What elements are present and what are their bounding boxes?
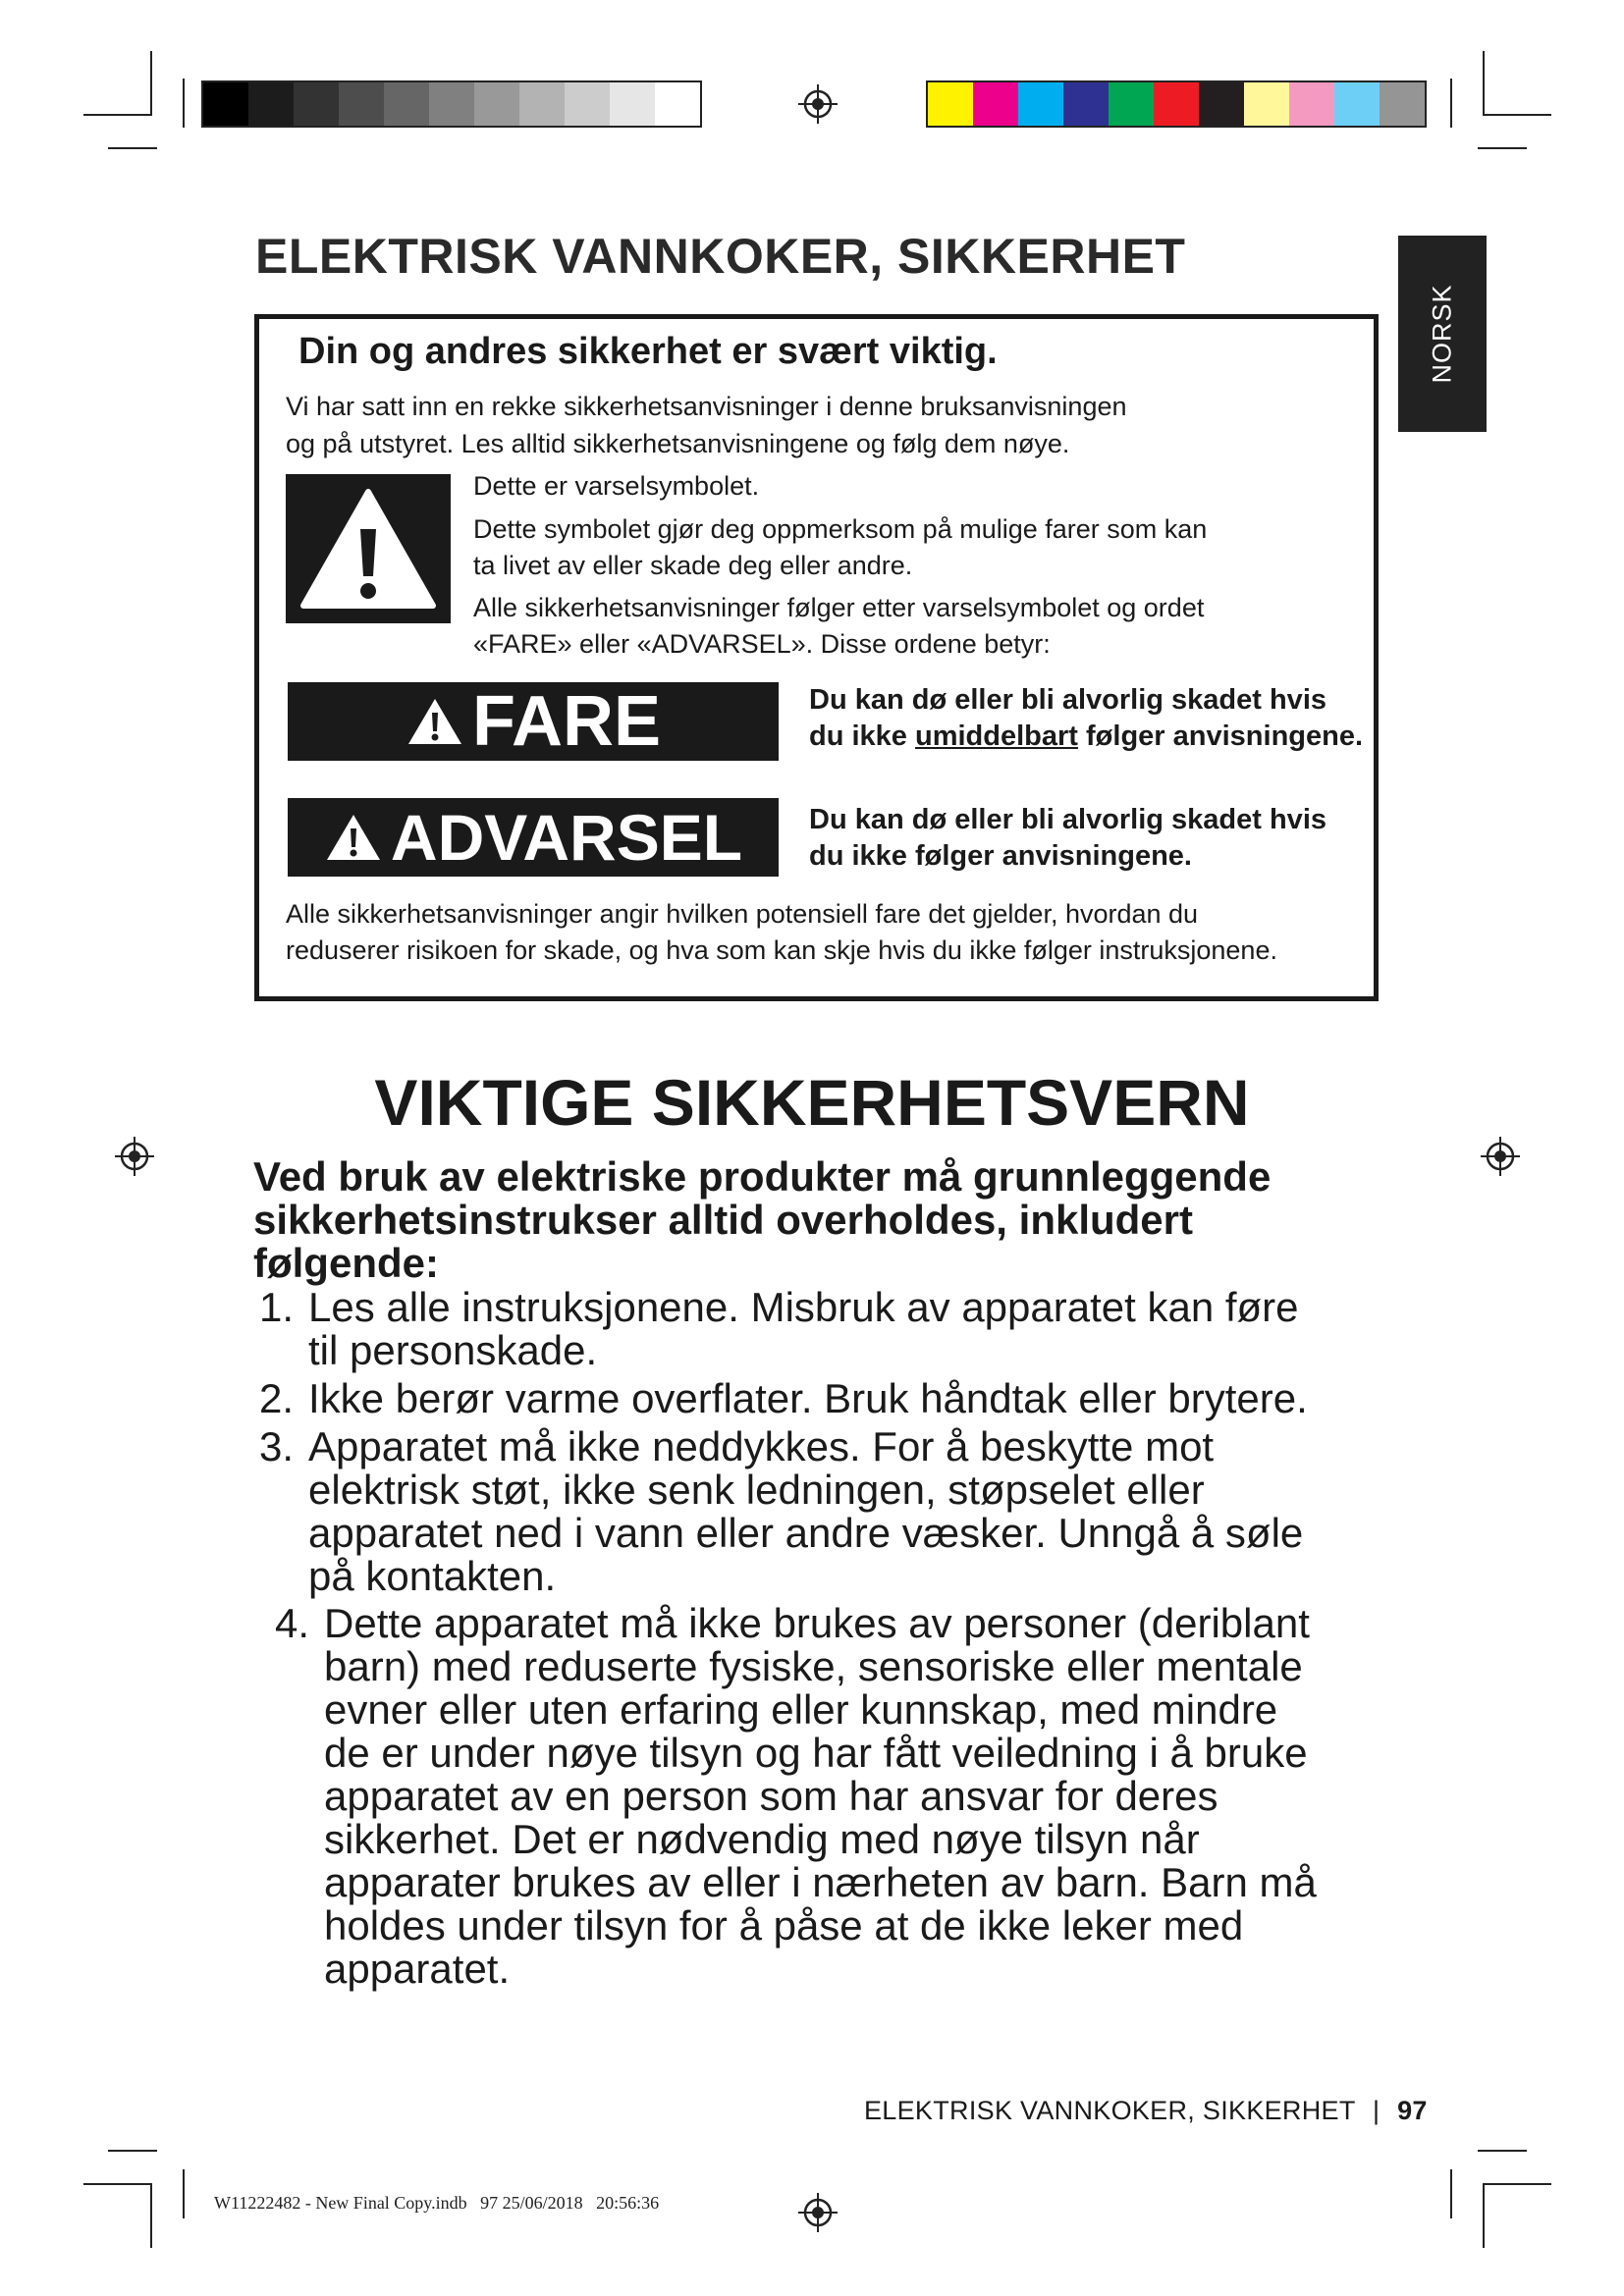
symbol-description <box>473 511 1337 584</box>
language-tab-label: NORSK <box>1427 284 1457 384</box>
print-slug: W11222482 - New Final Copy.indb 97 25/06/2018 20:56:36 <box>214 2193 660 2213</box>
list-item-number: 3. <box>259 1423 295 1469</box>
fare-description <box>809 682 1379 755</box>
advarsel-label: ADVARSEL <box>390 801 743 874</box>
list-item-line: Dette apparatet må ikke brukes av personer (deriblant <box>324 1600 1310 1646</box>
color-swatch <box>1154 82 1199 126</box>
running-footer-title: ELEKTRISK VANNKOKER, SIKKERHET <box>864 2096 1356 2125</box>
color-swatch <box>1289 82 1334 126</box>
safety-intro-line: og på utstyret. Les alltid sikkerhetsanvisningene og følg dem nøye. <box>286 429 1070 458</box>
color-swatch <box>1199 82 1244 126</box>
color-swatch <box>610 82 655 126</box>
crop-mark <box>83 114 152 116</box>
color-swatch <box>1018 82 1063 126</box>
crop-mark <box>1450 2169 1452 2218</box>
symbol-description: Dette er varselsymbolet. <box>473 471 760 501</box>
safeguards-intro-line: følgende: <box>253 1240 439 1286</box>
crop-mark <box>1483 2183 1485 2248</box>
registration-mark-icon <box>798 84 838 124</box>
symbol-description-line: Dette symbolet gjør deg oppmerksom på mulige farer som kan <box>473 514 1208 544</box>
safeguards-intro-line: Ved bruk av elektriske produkter må grunnleggende <box>253 1153 1272 1200</box>
safety-intro-line: Vi har satt inn en rekke sikkerhetsanvisninger i denne bruksanvisningen <box>286 392 1127 421</box>
crop-mark <box>83 2183 152 2185</box>
color-swatch <box>973 82 1018 126</box>
symbol-description <box>473 590 1337 663</box>
page-number: 97 <box>1397 2096 1428 2125</box>
color-swatch <box>519 82 565 126</box>
safety-footer-text <box>286 896 1366 969</box>
crop-mark <box>1450 79 1452 128</box>
list-item-line: Apparatet må ikke neddykkes. For å beskytte mot <box>308 1423 1215 1469</box>
list-item-line: apparatet ned i vann eller andre væsker. Unngå å søle <box>308 1510 1304 1556</box>
list-item <box>275 1602 1317 1991</box>
crop-mark <box>1478 147 1527 149</box>
color-swatch <box>928 82 973 126</box>
safety-footer-line: Alle sikkerhetsanvisninger angir hvilken potensiell fare det gjelder, hvordan du <box>286 899 1199 929</box>
advarsel-banner <box>288 798 779 877</box>
grayscale-bar <box>201 80 702 128</box>
color-swatch <box>384 82 429 126</box>
crop-mark <box>108 147 157 149</box>
list-item-line: apparatet av en person som har ansvar for deres <box>324 1773 1218 1819</box>
crop-mark <box>1478 2150 1527 2152</box>
color-swatch <box>294 82 339 126</box>
warning-triangle-icon <box>406 695 464 748</box>
section-title: ELEKTRISK VANNKOKER, SIKKERHET <box>255 229 1186 284</box>
list-item <box>259 1425 1303 1598</box>
list-item-number: 1. <box>259 1284 295 1330</box>
crop-mark <box>183 2169 185 2218</box>
list-item <box>259 1377 1308 1420</box>
crop-mark <box>1483 2183 1551 2185</box>
color-swatch <box>1109 82 1154 126</box>
warning-triangle-icon <box>324 811 383 864</box>
color-swatch <box>1334 82 1380 126</box>
symbol-description-line: «FARE» eller «ADVARSEL». Disse ordene betyr: <box>473 629 1051 659</box>
registration-mark-icon <box>798 2193 838 2232</box>
safeguards-intro-line: sikkerhetsinstrukser alltid overholdes, inkludert <box>253 1197 1193 1243</box>
registration-mark-icon <box>115 1137 154 1176</box>
color-swatch <box>339 82 384 126</box>
crop-mark <box>108 2150 157 2152</box>
fare-description-emphasis: umiddelbart <box>915 721 1078 752</box>
advarsel-description-line: Du kan dø eller bli alvorlig skadet hvis <box>809 804 1326 835</box>
list-item-number: 2. <box>259 1375 295 1421</box>
language-tab <box>1398 236 1487 432</box>
running-footer-separator: | <box>1372 2096 1380 2125</box>
list-item-line: apparater brukes av eller i nærheten av barn. Barn må <box>324 1859 1317 1905</box>
fare-banner <box>288 682 779 761</box>
color-bar <box>926 80 1427 128</box>
warning-symbol <box>286 474 451 623</box>
list-item-line: holdes under tilsyn for å påse at de ikke leker med <box>324 1902 1244 1949</box>
symbol-description-line: ta livet av eller skade deg eller andre. <box>473 551 913 580</box>
advarsel-description-line: du ikke følger anvisningene. <box>809 840 1192 872</box>
color-swatch <box>655 82 700 126</box>
crop-mark <box>1483 114 1551 116</box>
color-swatch <box>1380 82 1425 126</box>
list-item-line: til personskade. <box>308 1327 598 1373</box>
color-swatch <box>429 82 474 126</box>
crop-mark <box>1483 51 1485 116</box>
fare-description-pre: du ikke <box>809 721 915 752</box>
crop-mark <box>150 2183 152 2248</box>
symbol-description-line: Alle sikkerhetsanvisninger følger etter varselsymbolet og ordet <box>473 593 1205 622</box>
running-footer <box>864 2096 1428 2126</box>
main-title: VIKTIGE SIKKERHETSVERN <box>374 1066 1250 1139</box>
list-item <box>259 1286 1299 1372</box>
safety-notice-box <box>254 314 1379 1001</box>
color-swatch <box>565 82 610 126</box>
list-item-line: sikkerhet. Det er nødvendig med nøye tilsyn når <box>324 1816 1200 1862</box>
crop-mark <box>183 79 185 128</box>
list-item-line: elektrisk støt, ikke senk ledningen, støpselet eller <box>308 1467 1205 1513</box>
color-swatch <box>474 82 519 126</box>
fare-description-post: følger anvisningene. <box>1077 721 1364 752</box>
color-swatch <box>248 82 294 126</box>
advarsel-description <box>809 802 1379 875</box>
list-item-line: barn) med reduserte fysiske, sensoriske eller mentale <box>324 1643 1303 1689</box>
list-item-line: Les alle instruksjonene. Misbruk av apparatet kan føre <box>308 1284 1299 1330</box>
list-item-line: de er under nøye tilsyn og har fått veiledning i å bruke <box>324 1730 1308 1776</box>
crop-mark <box>150 51 152 116</box>
safety-intro <box>286 388 1346 462</box>
fare-description-line: Du kan dø eller bli alvorlig skadet hvis <box>809 684 1326 716</box>
list-item-line: Ikke berør varme overflater. Bruk håndtak eller brytere. <box>308 1375 1308 1421</box>
list-item-number: 4. <box>275 1600 310 1646</box>
color-swatch <box>203 82 248 126</box>
list-item-line: evner eller uten erfaring eller kunnskap, med mindre <box>324 1686 1278 1733</box>
safety-heading: Din og andres sikkerhet er svært viktig. <box>298 331 998 372</box>
registration-mark-icon <box>1481 1137 1520 1176</box>
list-item-line: apparatet. <box>324 1946 511 1992</box>
safety-footer-line: reduserer risikoen for skade, og hva som kan skje hvis du ikke følger instruksjonene. <box>286 935 1277 965</box>
list-item-line: på kontakten. <box>308 1553 557 1599</box>
color-swatch <box>1063 82 1109 126</box>
warning-triangle-icon <box>286 474 451 623</box>
safeguards-intro <box>253 1155 1382 1285</box>
fare-label: FARE <box>471 682 662 761</box>
color-swatch <box>1244 82 1289 126</box>
